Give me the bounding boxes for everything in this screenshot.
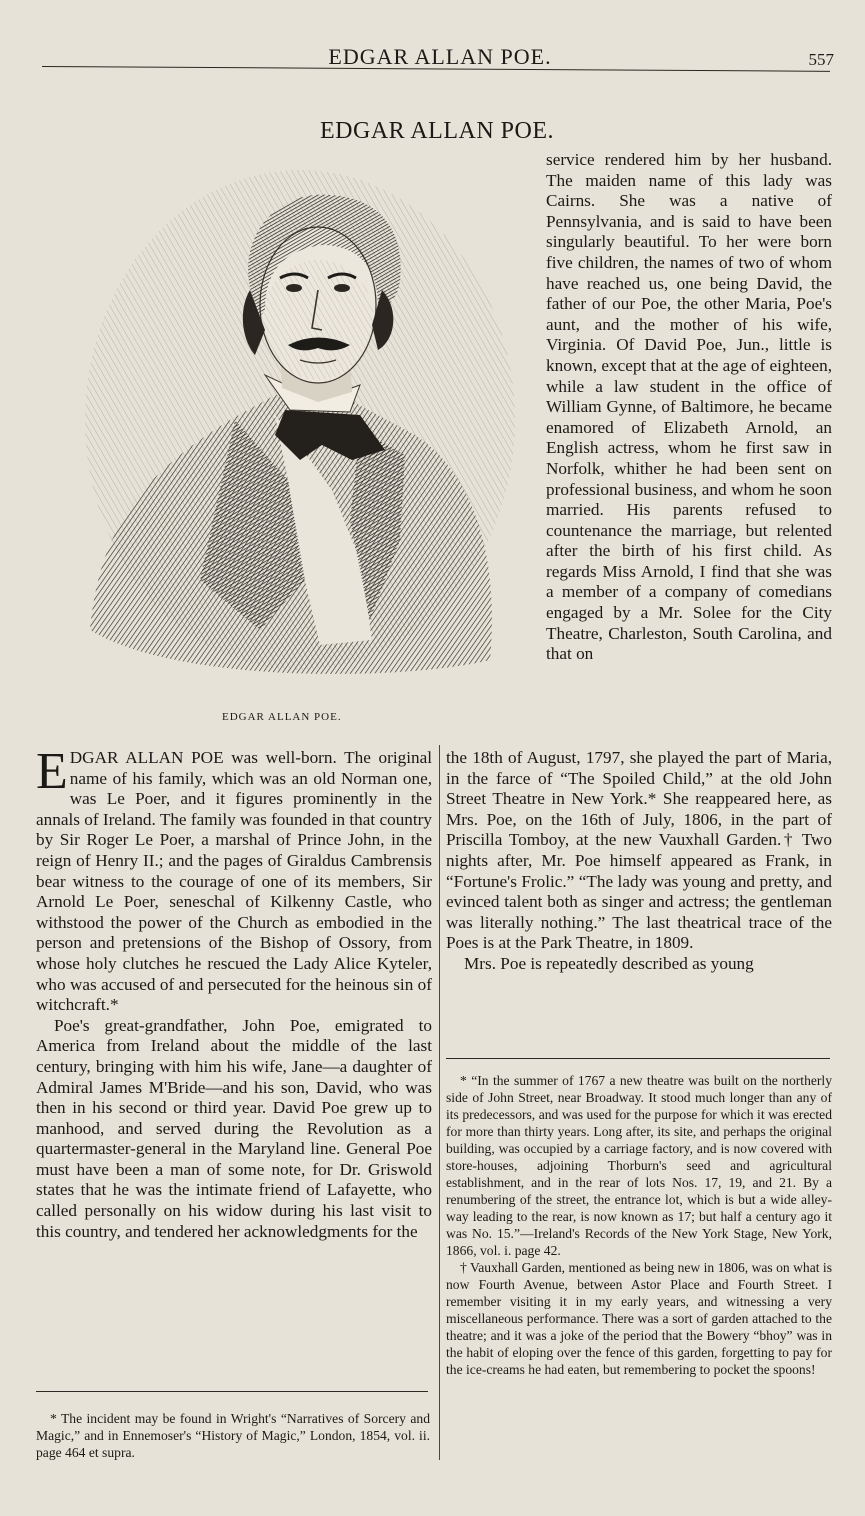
running-title: EDGAR ALLAN POE.: [328, 44, 552, 69]
page-number: 557: [808, 50, 834, 69]
left-column: [36, 743, 432, 1242]
article-title: EDGAR ALLAN POE.: [320, 118, 554, 144]
right-top-paragraph: service rendered him by her husband. The maiden name of this lady was Cairns. She was a native of Pennsylvania, and is said to have been singularly beautiful. To her were born five children, the names of two of whom have reached us, one being David, the father of our Poe, the other Maria, Poe's aunt, and the mother of his wife, Virginia. Of David Poe, Jun., little is known, except that at the age of eighteen, while a law student in the office of William Gynne, of Baltimore, he became enamored of Elizabeth Arnold, an English actress, whom he first saw in Norfolk, whither he had been sent on professional business, and whom he soon married. His parents refused to countenance the marriage, but relented after the birth of his first child. As regards Miss Arnold, I find that she was a member of a company of comedians engaged by a Mr. Solee for the City Theatre, Charleston, South Carolina, and that on: [546, 150, 832, 664]
footnote-rule-right: [446, 1058, 830, 1059]
footnote-john-street: * “In the summer of 1767 a new theatre was built on the northerly side of John Street, near Broadway. It stood much longer than any of its predecessors, and was used for the purpose for which it was erected for more than thirty years. Long after, its site, and perhaps the original building, was occupied by a carriage factory, and is now covered with store-houses, adjoining Thorburn's seed and agricultural establishment, and in the rear of lots Nos. 17, 19, and 21. By a renumbering of the street, the entrance lot, which is but a wide alley-way leading to the rear, is now known as 17; but half a century ago it was No. 15.”—Ireland's Records of the New York Stage, New York, 1866, vol. i. page 42.: [446, 1073, 832, 1258]
footnotes-left: [36, 1410, 430, 1461]
footnote-witchcraft: * The incident may be found in Wright's “Narratives of Sorcery and Magic,” and in Ennemoser's “History of Magic,” London, 1854, vol. ii. page 464 et supra.: [36, 1411, 430, 1460]
portrait-engraving: [60, 160, 530, 708]
footnote-vauxhall: † Vauxhall Garden, mentioned as being new in 1806, was on what is now Fourth Avenue, between Astor Place and Fourth Street. I remember visiting it in my early years, and witnessing a very miscellaneous performance. There was a sort of garden attached to the theatre; and it was a joke of the period that the Bowery “bhoy” was in the habit of eloping over the fence of this garden, forgetting to pay for the ice-creams he had eaten, but remembering to pocket the spoons!: [446, 1260, 832, 1377]
footnote-rule-left: [36, 1391, 428, 1392]
right-column-top: [546, 150, 832, 665]
intro-paragraph: [36, 743, 432, 1016]
ancestry-paragraph: Poe's great-grandfather, John Poe, emigrated to America from Ireland about the middle of the last century, bringing with him his wife, Jane—a daughter of Admiral James M'Bride—and his son, David, who was then in his second or third year. David Poe grew up to manhood, and served during the Revolution as a quartermaster-general in the Maryland line. General Poe must have been a man of some note, for Dr. Griswold states that he was the intimate friend of Lafayette, who called personally on his widow during his last visit to this country, and tendered her acknowledgments for the: [36, 1015, 432, 1241]
mrs-poe-paragraph: Mrs. Poe is repeatedly described as young: [464, 953, 754, 973]
intro-paragraph-text: DGAR ALLAN POE was well-born. The original name of his family, which was an old Norman one, was Le Poer, and it figures prominently in the annals of Ireland. The family was founded in that country by Sir Roger Le Poer, a marshal of Prince John, in the reign of Henry II.; and the pages of Giraldus Cambrensis bear witness to the courage of one of its members, Sir Arnold Le Poer, seneschal of Kilkenny Castle, who withstood the power of the Church as embodied in the person and pretensions of the Bishop of Ossory, from whose holy clutches he rescued the Lady Alice Kyteler, who was accused of and persecuted for the heinous sin of witchcraft.*: [36, 748, 432, 1015]
right-column-lower: [446, 748, 832, 975]
portrait-caption: EDGAR ALLAN POE.: [222, 711, 342, 723]
column-divider: [439, 745, 440, 1460]
footnotes-right: [446, 1072, 832, 1378]
drop-cap: E: [36, 743, 68, 800]
theatre-paragraph: the 18th of August, 1797, she played the part of Maria, in the farce of “The Spoiled Child,” at the old John Street Theatre in New York.* She reappeared here, as Mrs. Poe, on the 16th of July, 1806, in the part of Priscilla Tomboy, at the new Vauxhall Garden.† Two nights after, Mr. Poe himself appeared as Frank, in “Fortune's Frolic.” “The lady was young and pretty, and evinced talent both as singer and actress; the gentleman was literally nothing.” The last theatrical trace of the Poes is at the Park Theatre, in 1809.: [446, 748, 832, 953]
